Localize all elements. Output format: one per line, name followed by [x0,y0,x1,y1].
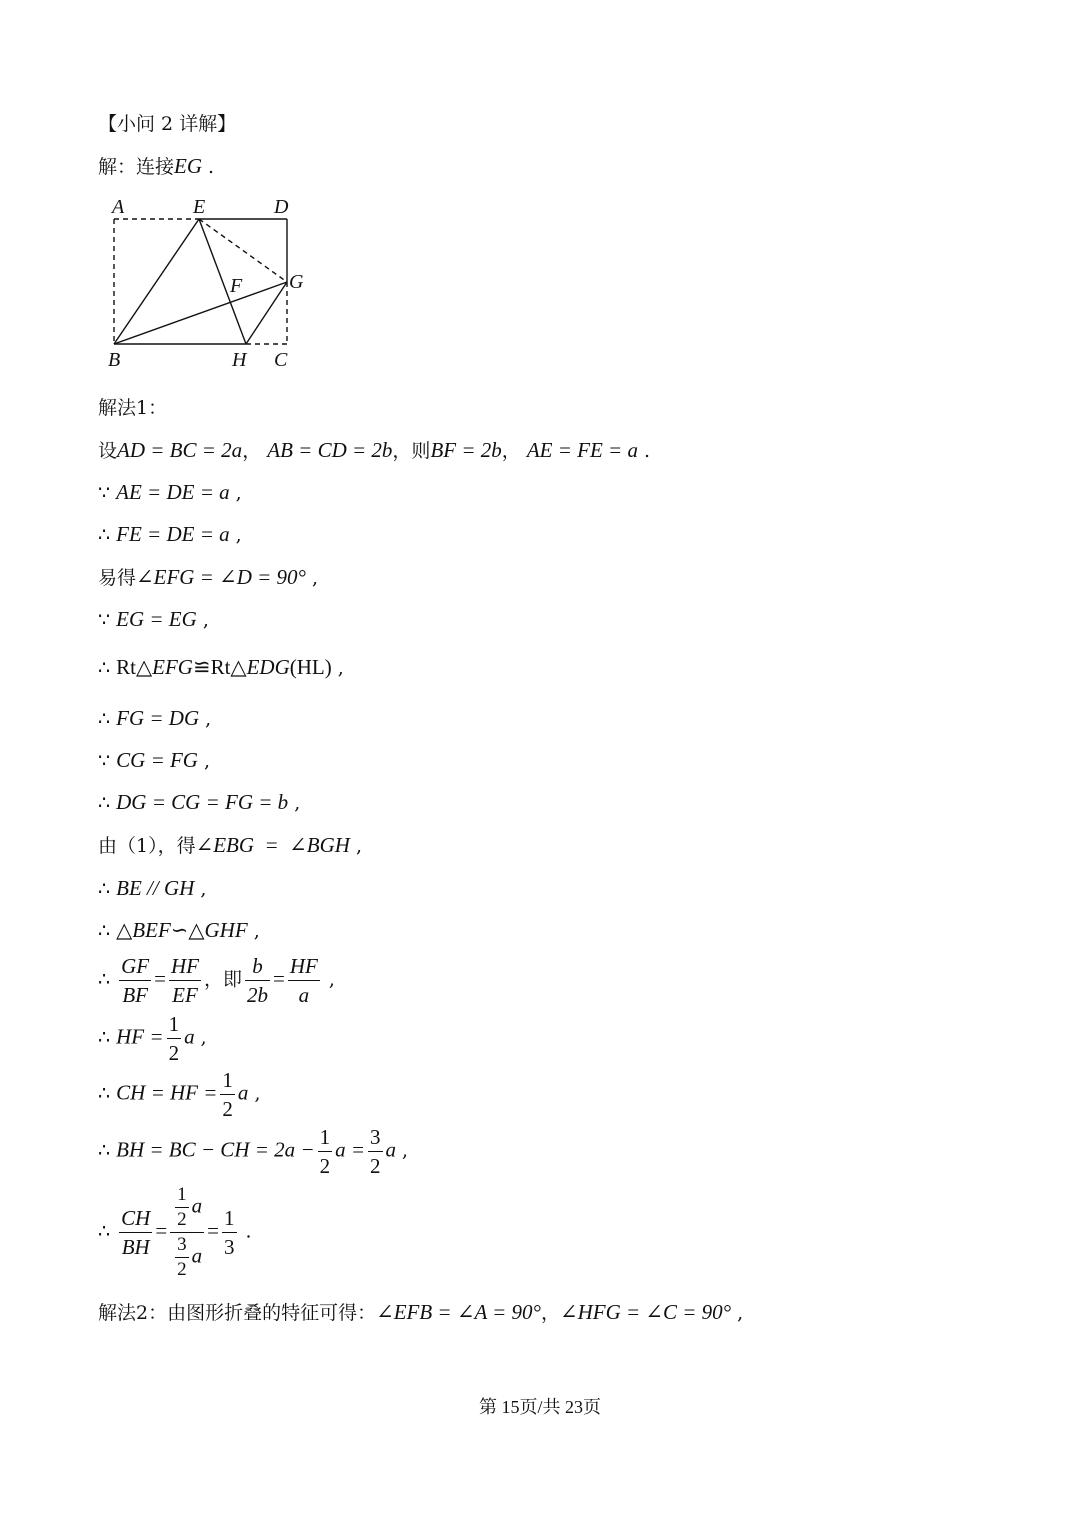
expr: ∠EBG = ∠BGH [195,833,350,857]
fraction [368,1123,383,1180]
step-line-8 [98,748,210,773]
segment-EB [114,219,199,344]
text: , [196,609,209,631]
expr: EFG [152,655,193,679]
expr: ∠EFB = ∠A = 90° [376,1300,541,1324]
denominator: 2 [319,1154,331,1178]
fraction [119,952,151,1009]
numerator: HF [169,952,201,981]
expr: AB = CD = 2b [267,438,393,462]
intro-suffix: . [202,156,215,178]
segment-BG [114,282,287,344]
text: , [229,524,242,546]
text: ， [540,1302,560,1324]
expr: HF = [116,1024,164,1049]
congruent-symbol: ≌ [192,655,211,679]
text: ， [501,440,521,462]
expr: AE = FE = a [526,438,638,462]
numerator: 1 [318,1123,333,1152]
expr: △BEF∽△GHF [116,918,248,942]
numerator: b [245,952,270,981]
label-G: G [289,271,304,293]
text: . [239,1220,252,1243]
step-line-2 [98,480,242,505]
therefore-symbol: ∴ [98,1082,111,1105]
fraction [288,952,320,1009]
text: , [396,1139,409,1162]
text: 设 [98,440,118,462]
label-B: B [108,349,121,371]
text: , [731,1302,744,1324]
expr: (HL) [289,655,332,679]
expr: Rt△ [116,655,153,679]
expr: DG = CG = FG = b [116,790,289,814]
expr: BF = 2b [430,438,502,462]
label-E: E [193,196,206,218]
text: , [247,920,260,942]
denominator: 2 [177,1259,187,1280]
therefore-symbol: ∴ [98,792,111,814]
label-C: C [274,349,288,371]
text: ，则 [392,440,431,462]
expr: a = [335,1137,365,1162]
fraction [175,1233,189,1282]
text: , [248,1082,261,1105]
text: , [194,1026,207,1049]
step-line-6 [98,655,344,680]
expr: ∠HFG = ∠C = 90° [559,1300,732,1324]
text: , [331,657,344,679]
fraction [318,1123,333,1180]
expr: a [191,1243,203,1268]
fraction [245,952,270,1009]
label-D: D [274,196,289,218]
denominator: 2 [177,1209,187,1230]
method1-title: 解法1： [98,397,168,419]
text: ， [242,440,262,462]
text: , [349,835,363,857]
expr: AD = BC = 2a [117,438,243,462]
step-line-12 [98,918,260,943]
step-line-7 [98,706,211,731]
denominator: EF [172,983,198,1007]
text: , [288,792,301,814]
text: , [305,567,319,589]
expr: BE // GH [116,876,195,900]
step-line-1 [98,438,650,463]
because-symbol: ∵ [98,609,111,631]
numerator: HF [288,952,320,981]
equals: = [155,1218,168,1243]
label-A: A [112,196,125,218]
fraction [119,1204,152,1261]
therefore-symbol: ∴ [98,524,111,546]
segment-EG [199,219,287,282]
fraction [175,1183,189,1232]
segment-HG [246,282,287,344]
equals: = [154,966,166,991]
expr: AE = DE = a [116,480,230,504]
text: 易得 [98,567,137,589]
intro-line [98,154,214,179]
therefore-symbol: ∴ [98,968,111,991]
numerator: 1 [167,1010,182,1039]
expr: Rt△ [210,655,247,679]
therefore-symbol: ∴ [98,920,111,942]
numerator: 1 [220,1066,235,1095]
step-line-5 [98,607,209,632]
text: , [199,708,212,730]
step-line-4 [98,565,318,590]
denominator: 2b [247,983,268,1007]
denominator: BF [122,983,148,1007]
expr: EDG [246,655,290,679]
intro-prefix: 解：连接 [98,156,175,178]
numerator: CH [119,1204,152,1233]
expr: a [191,1193,203,1218]
equals: = [273,966,285,991]
expr: ∠EFG = ∠D = 90° [136,565,306,589]
denominator: BH [121,1235,150,1259]
therefore-symbol: ∴ [98,657,111,679]
numerator: 1 [222,1204,237,1233]
therefore-symbol: ∴ [98,1026,111,1049]
fraction [169,952,201,1009]
compound-denominator [170,1233,204,1282]
fraction [220,1066,235,1123]
denominator: 2 [168,1041,180,1065]
fraction [167,1010,182,1067]
denominator: 2 [370,1154,381,1178]
step-line-3 [98,522,242,547]
fraction [222,1204,237,1261]
expr: a [385,1137,396,1162]
section-heading: 【小问 2 详解】 [98,113,237,135]
expr: FG = DG [116,706,200,730]
geometry-figure [104,194,344,374]
equals: = [207,1218,220,1243]
step-line-14 [98,1010,207,1067]
denominator: a [298,983,310,1007]
step-line-16 [98,1123,408,1180]
expr: EG = EG [116,607,197,631]
text: , [229,482,242,504]
text: 由（1），得 [98,835,196,857]
step-line-15 [98,1066,261,1123]
label-H: H [232,349,247,371]
step-line-9 [98,790,300,815]
label-F: F [230,275,243,297]
expr: a [184,1024,195,1049]
denominator: 3 [224,1235,235,1259]
step-line-13 [98,952,335,1009]
compound-fraction [170,1183,204,1282]
numerator: GF [119,952,151,981]
expr: a [237,1080,249,1105]
compound-numerator [170,1183,204,1233]
text: , [194,878,207,900]
intro-segment: EG [174,154,203,178]
text: . [637,440,651,462]
expr: BH = BC − CH = 2a − [116,1137,315,1162]
step-line-18 [98,1300,743,1325]
numerator: 3 [175,1233,189,1258]
expr: CH = HF = [116,1080,218,1105]
therefore-symbol: ∴ [98,878,111,900]
expr: CG = FG [116,748,198,772]
text: , [197,750,211,772]
step-line-17 [98,1183,252,1282]
step-line-10 [98,833,362,858]
therefore-symbol: ∴ [98,708,111,730]
text: ，即 [203,968,242,991]
because-symbol: ∵ [98,482,111,504]
numerator: 3 [368,1123,383,1152]
step-line-11 [98,876,206,901]
therefore-symbol: ∴ [98,1139,111,1162]
text: , [322,968,335,991]
because-symbol: ∵ [98,750,111,772]
numerator: 1 [175,1183,189,1208]
therefore-symbol: ∴ [98,1220,111,1243]
page-footer: 第 15页/共 23页 [478,1397,601,1417]
denominator: 2 [222,1097,233,1121]
text: 解法2：由图形折叠的特征可得： [98,1302,377,1324]
expr: FE = DE = a [116,522,230,546]
